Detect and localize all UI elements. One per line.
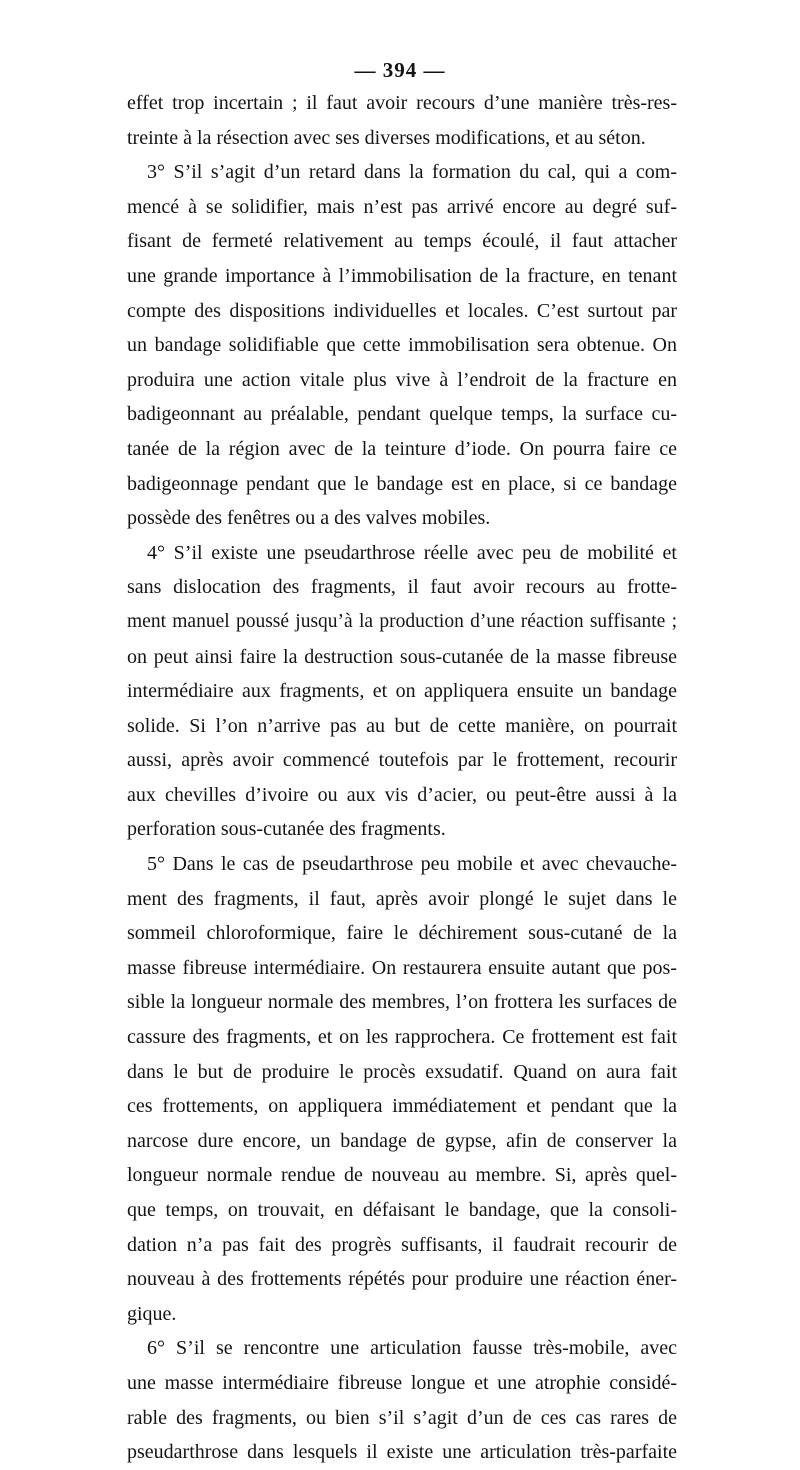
text-line: pseudarthrose dans lesquels il existe une articulation très-parfaite [127,1441,677,1464]
text-line: ces frottements, on appliquera immédiatement et pendant que la [127,1095,677,1118]
text-line: dans le but de produire le procès exsudatif. Quand on aura fait [127,1060,677,1083]
text-line: un bandage solidifiable que cette immobilisation sera obtenue. On [127,334,677,357]
text-line: mencé à se solidifier, mais n’est pas arrivé encore au degré suf- [127,195,677,218]
text-line: une masse intermédiaire fibreuse longue et une atrophie considé- [127,1371,677,1394]
text-line: solide. Si l’on n’arrive pas au but de cette manière, on pourrait [127,714,677,737]
text-line: 6° S’il se rencontre une articulation fausse très-mobile, avec [147,1337,677,1360]
text-line: tanée de la région avec de la teinture d’iode. On pourra faire ce [127,437,677,460]
text-line: compte des dispositions individuelles et locales. C’est surtout par [127,299,677,322]
text-line: produira une action vitale plus vive à l’endroit de la fracture en [127,368,677,391]
text-line: longueur normale rendue de nouveau au membre. Si, après quel- [127,1164,677,1187]
text-line: sans dislocation des fragments, il faut avoir recours au frotte- [127,576,677,599]
text-line: treinte à la résection avec ses diverses modifications, et au séton. [127,126,646,149]
text-line: gique. [127,1302,177,1325]
text-line: intermédiaire aux fragments, et on appliquera ensuite un bandage [127,680,677,703]
text-line: sommeil chloroformique, faire le déchirement sous-cutané de la [127,922,677,945]
text-line: aux chevilles d’ivoire ou aux vis d’acier, ou peut-être aussi à la [127,783,677,806]
text-line: possède des fenêtres ou a des valves mobiles. [127,507,491,530]
page-number: — 394 — [354,58,446,82]
text-line: badigeonnant au préalable, pendant quelque temps, la surface cu- [127,403,677,426]
text-line: fisant de fermeté relativement au temps écoulé, il faut attacher [127,230,677,253]
text-line: aussi, après avoir commencé toutefois par le frottement, recourir [127,749,677,772]
text-line: dation n’a pas fait des progrès suffisants, il faudrait recourir de [127,1233,677,1256]
text-line: ment manuel poussé jusqu’à la production d’une réaction suffisante ; [127,610,677,632]
text-line: 5° Dans le cas de pseudarthrose peu mobile et avec chevauche- [147,853,677,876]
text-line: sible la longueur normale des membres, l’on frottera les surfaces de [127,991,677,1014]
text-line: rable des fragments, ou bien s’il s’agit d’un de ces cas rares de [127,1406,677,1429]
text-line: que temps, on trouvait, en défaisant le bandage, que la consoli- [127,1199,677,1221]
text-line: effet trop incertain ; il faut avoir recours d’une manière très-res- [127,92,677,114]
text-line: cassure des fragments, et on les rapprochera. Ce frottement est fait [127,1026,677,1049]
text-line: narcose dure encore, un bandage de gypse, afin de conserver la [127,1129,677,1152]
text-line: on peut ainsi faire la destruction sous-cutanée de la masse fibreuse [127,645,677,668]
text-line: perforation sous-cutanée des fragments. [127,818,446,841]
body-text [127,86,677,1470]
text-line: 3° S’il s’agit d’un retard dans la formation du cal, qui a com- [147,161,677,184]
text-line: badigeonnage pendant que le bandage est en place, si ce bandage [127,472,677,495]
text-line: masse fibreuse intermédiaire. On restaurera ensuite autant que pos- [127,956,677,979]
text-line: 4° S’il existe une pseudarthrose réelle avec peu de mobilité et [147,541,677,564]
text-line: nouveau à des frottements répétés pour produire une réaction éner- [127,1268,677,1291]
text-line: ment des fragments, il faut, après avoir plongé le sujet dans le [127,887,677,910]
text-line: une grande importance à l’immobilisation de la fracture, en tenant [127,264,677,287]
